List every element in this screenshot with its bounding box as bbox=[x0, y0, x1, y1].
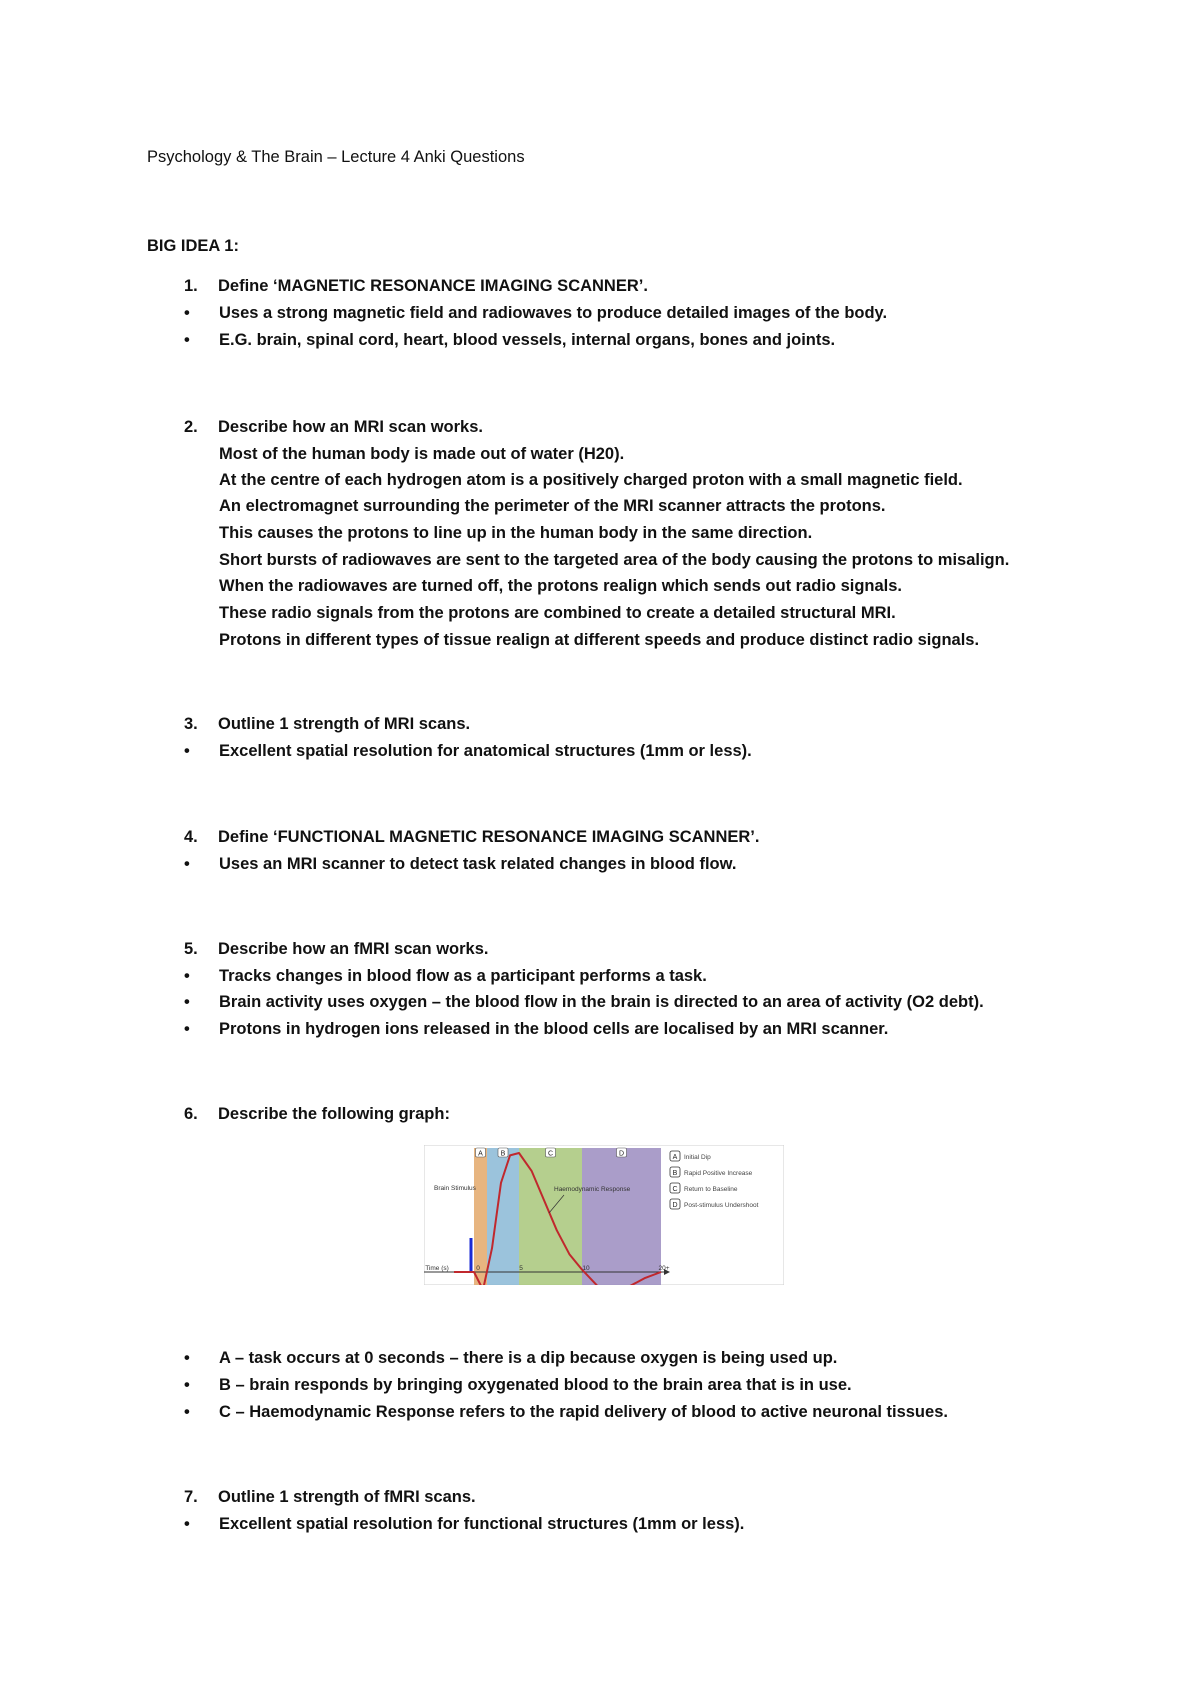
legend-key-label: D bbox=[672, 1202, 678, 1209]
question-1 bbox=[147, 277, 648, 296]
question-prompt: Define ‘MAGNETIC RESONANCE IMAGING SCANNER’. bbox=[218, 277, 648, 295]
question-3 bbox=[147, 715, 470, 734]
stimulus-label: Brain Stimulus bbox=[434, 1185, 476, 1192]
document-title: Psychology & The Brain – Lecture 4 Anki Questions bbox=[147, 148, 525, 166]
question-number: 7. bbox=[184, 1488, 198, 1506]
region-label: D bbox=[618, 1150, 625, 1158]
bullet-icon: • bbox=[184, 855, 190, 873]
answer-line: Most of the human body is made out of water (H20). bbox=[219, 445, 625, 463]
answer-line: At the centre of each hydrogen atom is a positively charged proton with a small magnetic field. bbox=[219, 471, 963, 489]
question-number: 5. bbox=[184, 940, 198, 958]
region-band-b bbox=[487, 1148, 519, 1285]
answer-line: An electromagnet surrounding the perimeter of the MRI scanner attracts the protons. bbox=[219, 497, 886, 515]
bullet-icon: • bbox=[184, 1403, 190, 1421]
bullet-icon: • bbox=[184, 742, 190, 760]
section-heading: BIG IDEA 1: bbox=[147, 237, 239, 255]
region-band-d bbox=[582, 1148, 661, 1285]
question-4 bbox=[147, 828, 759, 847]
question-5 bbox=[147, 940, 489, 959]
region-label: C bbox=[547, 1150, 554, 1158]
bullet-icon: • bbox=[184, 1515, 190, 1533]
legend-entry: Initial Dip bbox=[684, 1154, 711, 1161]
question-prompt: Describe the following graph: bbox=[218, 1105, 450, 1123]
document-page: Psychology & The Brain – Lecture 4 Anki Questions BIG IDEA 1: 1. Define ‘MAGNETIC RESONANCE IMAGING SCANNER’. • Uses a strong magnetic field and radiowaves to produce detailed images of the body. • E.G. brain, spinal cord, heart, blood vessels, internal organs, bones and joints. 2. Describe how an MRI scan works. Most of the human body is made out of water (H20). At the centre of each hydrogen atom is a positively charged proton with a small magnetic field. An electromagnet surrounding the perimeter of the MRI scanner attracts the protons. This causes the protons to line up in the human body in the same direction. Short bursts of radiowaves are sent to the targeted area of the body causing the protons to misalign. When the radiowaves are turned off, the protons realign which sends out radio signals. These radio signals from the protons are combined to create a detailed structural MRI. Protons in different types of tissue realign at different speeds and produce distinct radio signals. 3. Outline 1 strength of MRI scans. • Excellent spatial resolution for anatomical structures (1mm or less). 4. Define ‘FUNCTIONAL MAGNETIC RESONANCE IMAGING SCANNER’. • Uses an MRI scanner to detect task related changes in blood flow. 5. Describe how an fMRI scan works. • Tracks changes in blood flow as a participant performs a task. • Brain activity uses oxygen – the blood flow in the brain is directed to an area of activity (O2 debt). • Protons in hydrogen ions released in the blood cells are localised by an MRI scanner. 6. Describe the following graph: A B C D A Initial Dip B Rapid Positive Increase C Return to Baseline D Post-stimulus Undershoot Brain Stimulus Haemodynamic Response Time (s) 0 5 10 20+ • A – task occurs at 0 seconds – there is a dip because oxygen is being used up. • B – brain responds by bringing oxygenated blood to the brain area that is in use. • C – Haemodynamic Response refers to the rapid delivery of blood to active neuronal tissues. 7. Outline 1 strength of fMRI scans. • Excellent spatial resolution for functional structures (1mm or less). bbox=[147, 148, 1010, 1533]
bullet-icon: • bbox=[184, 967, 190, 985]
bullet-icon: • bbox=[184, 1349, 190, 1367]
question-6 bbox=[147, 1105, 450, 1124]
region-label: A bbox=[478, 1150, 483, 1158]
bold-response-graph bbox=[424, 1145, 784, 1285]
legend-entry: Rapid Positive Increase bbox=[684, 1170, 753, 1177]
answer-line: When the radiowaves are turned off, the protons realign which sends out radio signals. bbox=[219, 577, 903, 595]
question-2 bbox=[147, 418, 483, 437]
question-number: 1. bbox=[184, 277, 198, 295]
bullet-icon: • bbox=[184, 1020, 190, 1038]
legend-key-label: A bbox=[672, 1154, 678, 1161]
question-number: 6. bbox=[184, 1105, 198, 1123]
legend-key-label: C bbox=[672, 1186, 678, 1193]
question-prompt: Define ‘FUNCTIONAL MAGNETIC RESONANCE IMAGING SCANNER’. bbox=[218, 828, 760, 846]
x-tick-label: Time (s) bbox=[425, 1265, 449, 1272]
question-number: 3. bbox=[184, 715, 198, 733]
question-number: 4. bbox=[184, 828, 198, 846]
question-7 bbox=[147, 1488, 476, 1507]
question-prompt: Outline 1 strength of MRI scans. bbox=[218, 715, 471, 733]
bullet-icon: • bbox=[184, 993, 190, 1011]
question-number: 2. bbox=[184, 418, 198, 436]
legend-entry: Post-stimulus Undershoot bbox=[684, 1202, 759, 1209]
answer-line: This causes the protons to line up in the human body in the same direction. bbox=[219, 524, 813, 542]
x-tick-label: 0 bbox=[476, 1265, 480, 1272]
region-label: B bbox=[500, 1150, 506, 1158]
question-prompt: Describe how an fMRI scan works. bbox=[218, 940, 489, 958]
answer-line: These radio signals from the protons are combined to create a detailed structural MRI. bbox=[219, 604, 896, 622]
question-prompt: Describe how an MRI scan works. bbox=[218, 418, 483, 436]
bullet-icon: • bbox=[184, 1376, 190, 1394]
question-prompt: Outline 1 strength of fMRI scans. bbox=[218, 1488, 476, 1506]
legend-key-label: B bbox=[672, 1170, 678, 1177]
answer-line: Protons in different types of tissue realign at different speeds and produce distinct radio signals. bbox=[219, 631, 980, 649]
bullet-icon: • bbox=[184, 304, 190, 322]
x-tick-label: 20+ bbox=[658, 1265, 670, 1272]
legend-entry: Return to Baseline bbox=[684, 1186, 738, 1193]
x-tick-label: 10 bbox=[582, 1265, 590, 1272]
x-tick-label: 5 bbox=[519, 1265, 523, 1272]
bullet-icon: • bbox=[184, 331, 190, 349]
answer-line: Short bursts of radiowaves are sent to the targeted area of the body causing the protons to misalign. bbox=[219, 551, 1010, 569]
curve-label: Haemodynamic Response bbox=[554, 1186, 631, 1193]
